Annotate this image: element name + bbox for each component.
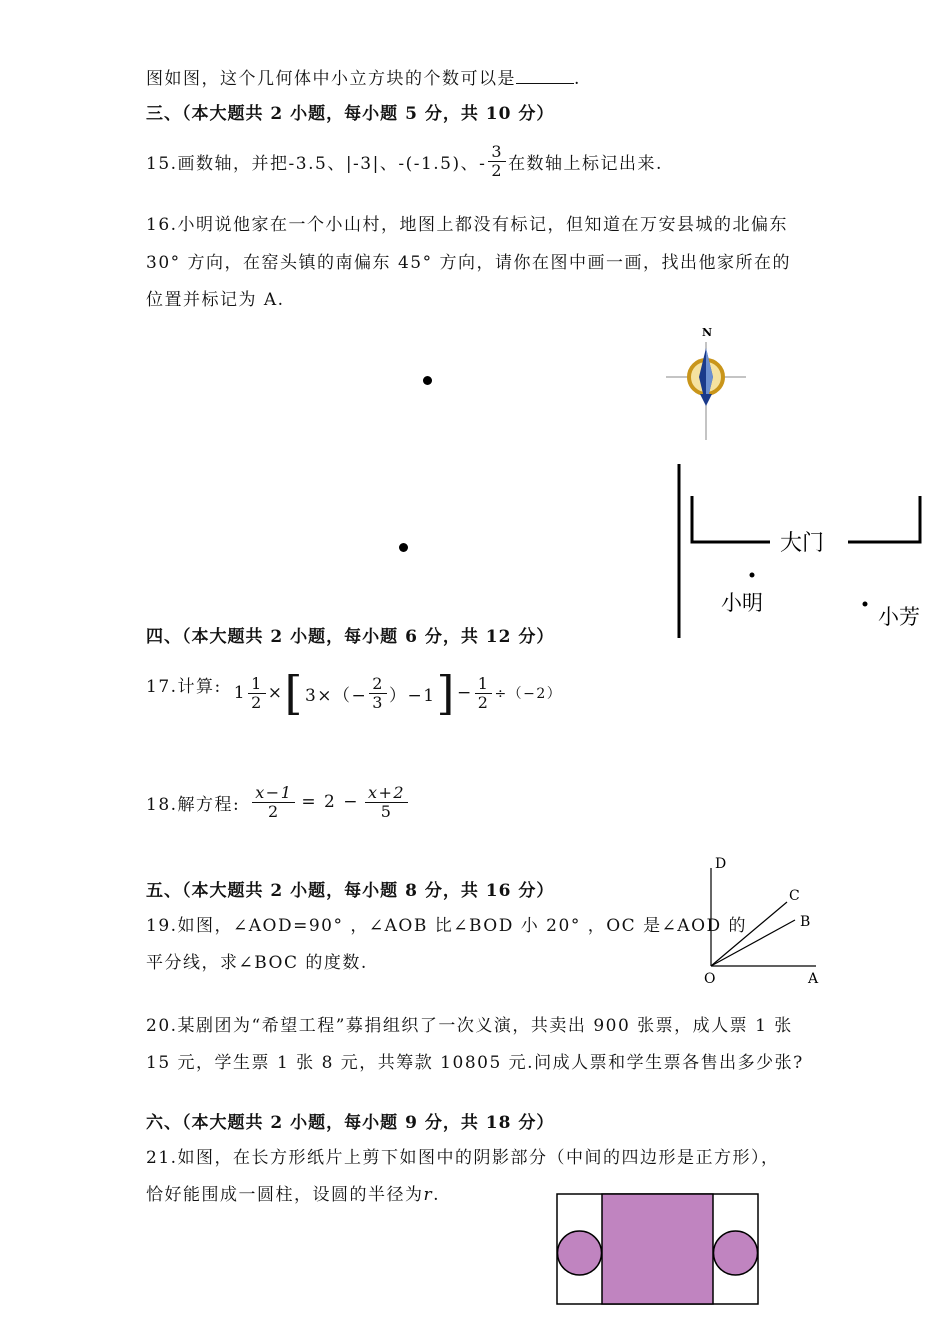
q15-suffix: 在数轴上标记出来. — [508, 153, 663, 174]
q17-three-times: 3×（− — [304, 685, 368, 706]
xiaofang-label: 小芳 — [878, 605, 920, 629]
question-18 — [146, 776, 410, 828]
q16-line-1: 16.小明说他家在一个小山村，地图上都没有标记，但知道在万安县城的北偏东 — [146, 215, 789, 235]
q16-line-2: 30° 方向，在窑头镇的南偏东 45° 方向，请你在图中画一画，找出他家所在的 — [146, 253, 791, 273]
q15-frac-num: 3 — [488, 143, 506, 162]
q18-l-num: x−1 — [252, 784, 295, 803]
q17-div-tail: ÷（−2） — [494, 686, 563, 702]
q21-line-2 — [146, 1180, 440, 1205]
right-shaded-circle — [714, 1231, 758, 1275]
q14-text: 图如图，这个几何体中小立方块的个数可以是 — [146, 69, 516, 89]
q14-end: . — [574, 69, 581, 89]
q18-l-den: 2 — [267, 801, 280, 821]
section-5-title: 五、（本大题共 2 小题，每小题 8 分，共 16 分） — [146, 881, 555, 901]
q15-fraction — [488, 143, 506, 179]
question-17 — [146, 662, 562, 724]
xiaoming-label: 小明 — [721, 591, 763, 615]
cylinder-net-figure — [555, 1192, 761, 1306]
left-shaded-circle — [558, 1231, 602, 1275]
label-d: D — [715, 856, 727, 872]
q17-frac-2 — [369, 675, 387, 711]
q21-radius-symbol: r — [423, 1185, 434, 1205]
wanan-county-dot — [423, 376, 432, 385]
q15-prefix: 15.画数轴，并把-3.5、|-3|、-(-1.5)、- — [146, 153, 487, 174]
right-bracket: ] — [436, 666, 456, 720]
q15-frac-den: 2 — [491, 160, 504, 180]
xiaofang-dot — [863, 602, 868, 607]
yaotou-town-dot — [399, 543, 408, 552]
gate-label: 大门 — [780, 531, 825, 556]
q18-equals: = 2 − — [301, 792, 359, 812]
section-4-title: 四、（本大题共 2 小题，每小题 6 分，共 12 分） — [146, 627, 555, 647]
q17-close-minus: ）−1 — [388, 685, 436, 706]
q18-right-fraction — [365, 784, 408, 820]
left-bracket: [ — [284, 666, 304, 720]
q17-f2-num: 2 — [369, 675, 387, 694]
q14-tail — [146, 64, 581, 89]
q17-f3-den: 2 — [477, 692, 490, 712]
q18-r-num: x+2 — [365, 784, 408, 803]
q21-line-2-prefix: 恰好能围成一圆柱，设圆的半径为 — [146, 1185, 424, 1205]
compass-rose — [662, 322, 752, 444]
q16-line-3: 位置并标记为 A. — [146, 290, 285, 310]
xiaoming-dot — [750, 573, 755, 578]
q17-f1-num: 1 — [248, 675, 266, 694]
q17-minus: − — [457, 683, 473, 703]
school-gate-map — [672, 458, 942, 640]
q17-prefix: 17.计算: — [146, 677, 222, 697]
q18-r-den: 5 — [380, 801, 393, 821]
compass-north-label: N — [702, 326, 713, 339]
label-a: A — [808, 971, 819, 987]
q21-line-2-suffix: . — [433, 1185, 441, 1205]
answer-blank — [516, 69, 574, 84]
label-o: O — [704, 971, 716, 987]
q19-line-1: 19.如图，∠AOD=90° ，∠AOB 比∠BOD 小 20° ，OC 是∠AOD 的 — [146, 916, 748, 936]
question-15 — [146, 136, 663, 186]
label-c: C — [789, 888, 800, 904]
q18-left-fraction — [252, 784, 295, 820]
q18-prefix: 18.解方程: — [146, 794, 241, 815]
section-3-title: 三、（本大题共 2 小题，每小题 5 分，共 10 分） — [146, 104, 555, 124]
q17-frac-1 — [248, 675, 266, 711]
q20-line-1: 20.某剧团为“希望工程”募捐组织了一次义演，共卖出 900 张票，成人票 1 张 — [146, 1016, 793, 1036]
q17-whole: 1 — [233, 683, 247, 703]
q17-f2-den: 3 — [372, 692, 384, 712]
label-b: B — [800, 914, 811, 930]
q17-f3-num: 1 — [475, 675, 493, 694]
q20-line-2: 15 元，学生票 1 张 8 元，共筹款 10805 元.问成人票和学生票各售出多少张? — [146, 1053, 804, 1073]
q21-line-1: 21.如图，在长方形纸片上剪下如图中的阴影部分（中间的四边形是正方形）， — [146, 1148, 780, 1168]
q17-times: × — [267, 683, 284, 703]
shaded-square — [602, 1194, 713, 1304]
q19-line-2: 平分线，求∠BOC 的度数. — [146, 953, 368, 973]
q17-f1-den: 2 — [251, 692, 263, 712]
q17-frac-3 — [475, 675, 493, 711]
section-6-title: 六、（本大题共 2 小题，每小题 9 分，共 18 分） — [146, 1113, 555, 1133]
